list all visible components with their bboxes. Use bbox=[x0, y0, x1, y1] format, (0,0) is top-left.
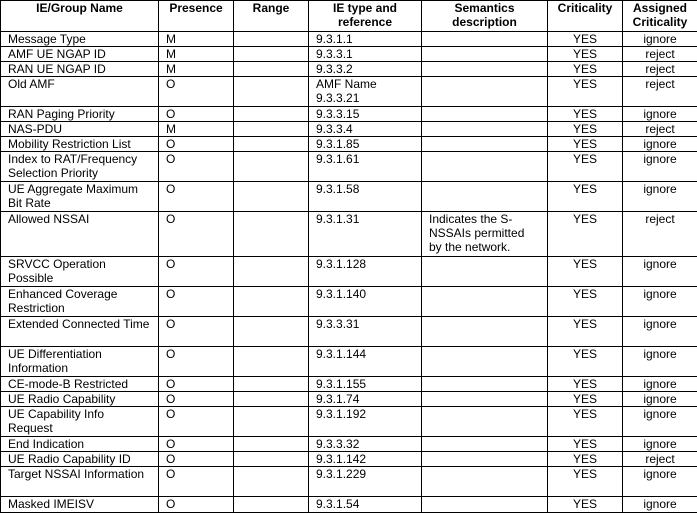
cell-ie-type: 9.3.1.128 bbox=[309, 257, 422, 287]
table-row bbox=[1, 62, 697, 77]
cell-assigned-criticality: ignore bbox=[623, 32, 697, 47]
table-row bbox=[1, 137, 697, 152]
cell-semantics bbox=[422, 122, 548, 137]
table-body bbox=[1, 32, 697, 513]
cell-ie-name: Enhanced Coverage Restriction bbox=[1, 287, 159, 317]
cell-criticality: YES bbox=[548, 437, 623, 452]
cell-range bbox=[234, 392, 309, 407]
cell-range bbox=[234, 182, 309, 212]
cell-presence: O bbox=[159, 212, 234, 257]
cell-presence: O bbox=[159, 377, 234, 392]
cell-ie-name: UE Capability Info Request bbox=[1, 407, 159, 437]
cell-ie-type: 9.3.3.2 bbox=[309, 62, 422, 77]
cell-ie-type: 9.3.1.31 bbox=[309, 212, 422, 257]
cell-ie-type: 9.3.1.229 bbox=[309, 467, 422, 497]
cell-presence: O bbox=[159, 497, 234, 513]
cell-range bbox=[234, 287, 309, 317]
cell-range bbox=[234, 407, 309, 437]
cell-presence: O bbox=[159, 182, 234, 212]
cell-presence: O bbox=[159, 452, 234, 467]
cell-ie-name: UE Radio Capability ID bbox=[1, 452, 159, 467]
cell-ie-type: 9.3.1.85 bbox=[309, 137, 422, 152]
table-row bbox=[1, 317, 697, 347]
cell-ie-name: Allowed NSSAI bbox=[1, 212, 159, 257]
cell-criticality: YES bbox=[548, 107, 623, 122]
cell-range bbox=[234, 32, 309, 47]
cell-ie-type: 9.3.1.58 bbox=[309, 182, 422, 212]
cell-ie-type: AMF Name 9.3.3.21 bbox=[309, 77, 422, 107]
cell-assigned-criticality: reject bbox=[623, 77, 697, 107]
cell-ie-type: 9.3.1.155 bbox=[309, 377, 422, 392]
cell-criticality: YES bbox=[548, 137, 623, 152]
cell-ie-type: 9.3.1.140 bbox=[309, 287, 422, 317]
cell-ie-name: Target NSSAI Information bbox=[1, 467, 159, 497]
table-row bbox=[1, 392, 697, 407]
cell-ie-name: Masked IMEISV bbox=[1, 497, 159, 513]
cell-range bbox=[234, 377, 309, 392]
cell-presence: M bbox=[159, 32, 234, 47]
cell-ie-name: UE Differentiation Information bbox=[1, 347, 159, 377]
cell-criticality: YES bbox=[548, 452, 623, 467]
cell-range bbox=[234, 77, 309, 107]
cell-semantics bbox=[422, 467, 548, 497]
table-row bbox=[1, 107, 697, 122]
cell-criticality: YES bbox=[548, 122, 623, 137]
cell-assigned-criticality: ignore bbox=[623, 317, 697, 347]
cell-presence: M bbox=[159, 47, 234, 62]
cell-ie-name: End Indication bbox=[1, 437, 159, 452]
cell-ie-type: 9.3.1.61 bbox=[309, 152, 422, 182]
cell-ie-type: 9.3.3.15 bbox=[309, 107, 422, 122]
table-row bbox=[1, 437, 697, 452]
cell-criticality: YES bbox=[548, 392, 623, 407]
table-row bbox=[1, 212, 697, 257]
cell-ie-type: 9.3.3.1 bbox=[309, 47, 422, 62]
cell-ie-name: Old AMF bbox=[1, 77, 159, 107]
cell-range bbox=[234, 137, 309, 152]
cell-ie-name: Mobility Restriction List bbox=[1, 137, 159, 152]
cell-presence: O bbox=[159, 347, 234, 377]
cell-range bbox=[234, 467, 309, 497]
cell-ie-name: Index to RAT/Frequency Selection Priority bbox=[1, 152, 159, 182]
cell-ie-name: RAN UE NGAP ID bbox=[1, 62, 159, 77]
cell-range bbox=[234, 47, 309, 62]
header-criticality: Criticality bbox=[548, 1, 623, 32]
cell-assigned-criticality: ignore bbox=[623, 152, 697, 182]
cell-assigned-criticality: reject bbox=[623, 452, 697, 467]
cell-ie-name: CE-mode-B Restricted bbox=[1, 377, 159, 392]
cell-presence: O bbox=[159, 137, 234, 152]
cell-semantics bbox=[422, 452, 548, 467]
cell-range bbox=[234, 122, 309, 137]
cell-criticality: YES bbox=[548, 467, 623, 497]
cell-criticality: YES bbox=[548, 32, 623, 47]
cell-range bbox=[234, 107, 309, 122]
cell-assigned-criticality: ignore bbox=[623, 407, 697, 437]
cell-range bbox=[234, 347, 309, 377]
cell-presence: O bbox=[159, 107, 234, 122]
cell-assigned-criticality: ignore bbox=[623, 287, 697, 317]
cell-semantics bbox=[422, 137, 548, 152]
cell-ie-name: NAS-PDU bbox=[1, 122, 159, 137]
table-row bbox=[1, 182, 697, 212]
cell-presence: O bbox=[159, 257, 234, 287]
cell-presence: M bbox=[159, 122, 234, 137]
cell-range bbox=[234, 317, 309, 347]
table-row bbox=[1, 497, 697, 513]
cell-criticality: YES bbox=[548, 77, 623, 107]
cell-range bbox=[234, 212, 309, 257]
cell-range bbox=[234, 152, 309, 182]
cell-criticality: YES bbox=[548, 152, 623, 182]
cell-assigned-criticality: ignore bbox=[623, 182, 697, 212]
cell-range bbox=[234, 62, 309, 77]
cell-range bbox=[234, 437, 309, 452]
cell-criticality: YES bbox=[548, 182, 623, 212]
header-assigned-criticality: Assigned Criticality bbox=[623, 1, 697, 32]
cell-semantics bbox=[422, 347, 548, 377]
table-row bbox=[1, 377, 697, 392]
cell-semantics bbox=[422, 497, 548, 513]
table-row bbox=[1, 257, 697, 287]
table-row bbox=[1, 152, 697, 182]
cell-ie-name: SRVCC Operation Possible bbox=[1, 257, 159, 287]
cell-assigned-criticality: ignore bbox=[623, 107, 697, 122]
cell-ie-type: 9.3.3.4 bbox=[309, 122, 422, 137]
cell-criticality: YES bbox=[548, 47, 623, 62]
cell-semantics: Indicates the S-NSSAIs permitted by the network. bbox=[422, 212, 548, 257]
cell-ie-name: Extended Connected Time bbox=[1, 317, 159, 347]
cell-criticality: YES bbox=[548, 212, 623, 257]
cell-semantics bbox=[422, 377, 548, 392]
cell-assigned-criticality: ignore bbox=[623, 257, 697, 287]
cell-presence: O bbox=[159, 287, 234, 317]
cell-assigned-criticality: reject bbox=[623, 47, 697, 62]
table-header bbox=[1, 1, 697, 32]
cell-semantics bbox=[422, 32, 548, 47]
cell-assigned-criticality: ignore bbox=[623, 392, 697, 407]
cell-ie-name: Message Type bbox=[1, 32, 159, 47]
header-presence: Presence bbox=[159, 1, 234, 32]
table-row bbox=[1, 287, 697, 317]
table-row bbox=[1, 467, 697, 497]
cell-semantics bbox=[422, 257, 548, 287]
cell-ie-type: 9.3.1.1 bbox=[309, 32, 422, 47]
cell-ie-name: AMF UE NGAP ID bbox=[1, 47, 159, 62]
table-row bbox=[1, 77, 697, 107]
table-row bbox=[1, 407, 697, 437]
cell-ie-name: RAN Paging Priority bbox=[1, 107, 159, 122]
table-row bbox=[1, 122, 697, 137]
cell-semantics bbox=[422, 392, 548, 407]
cell-assigned-criticality: ignore bbox=[623, 497, 697, 513]
cell-criticality: YES bbox=[548, 377, 623, 392]
cell-ie-type: 9.3.1.142 bbox=[309, 452, 422, 467]
cell-ie-type: 9.3.1.144 bbox=[309, 347, 422, 377]
cell-ie-type: 9.3.1.192 bbox=[309, 407, 422, 437]
cell-semantics bbox=[422, 287, 548, 317]
header-ie-group-name: IE/Group Name bbox=[1, 1, 159, 32]
table-row bbox=[1, 32, 697, 47]
cell-presence: O bbox=[159, 467, 234, 497]
cell-presence: O bbox=[159, 152, 234, 182]
cell-assigned-criticality: reject bbox=[623, 62, 697, 77]
cell-criticality: YES bbox=[548, 257, 623, 287]
cell-criticality: YES bbox=[548, 287, 623, 317]
cell-semantics bbox=[422, 182, 548, 212]
cell-presence: O bbox=[159, 77, 234, 107]
cell-semantics bbox=[422, 317, 548, 347]
cell-presence: O bbox=[159, 392, 234, 407]
cell-assigned-criticality: ignore bbox=[623, 137, 697, 152]
cell-ie-type: 9.3.1.74 bbox=[309, 392, 422, 407]
cell-assigned-criticality: ignore bbox=[623, 377, 697, 392]
cell-range bbox=[234, 257, 309, 287]
cell-presence: O bbox=[159, 437, 234, 452]
cell-range bbox=[234, 452, 309, 467]
header-semantics: Semantics description bbox=[422, 1, 548, 32]
cell-presence: O bbox=[159, 317, 234, 347]
cell-assigned-criticality: ignore bbox=[623, 347, 697, 377]
cell-semantics bbox=[422, 107, 548, 122]
cell-presence: M bbox=[159, 62, 234, 77]
header-row bbox=[1, 1, 697, 32]
cell-assigned-criticality: reject bbox=[623, 122, 697, 137]
table-row bbox=[1, 452, 697, 467]
cell-ie-type: 9.3.3.31 bbox=[309, 317, 422, 347]
cell-criticality: YES bbox=[548, 497, 623, 513]
cell-criticality: YES bbox=[548, 317, 623, 347]
cell-semantics bbox=[422, 407, 548, 437]
cell-presence: O bbox=[159, 407, 234, 437]
cell-criticality: YES bbox=[548, 407, 623, 437]
cell-semantics bbox=[422, 62, 548, 77]
cell-assigned-criticality: ignore bbox=[623, 437, 697, 452]
cell-assigned-criticality: reject bbox=[623, 212, 697, 257]
cell-criticality: YES bbox=[548, 347, 623, 377]
cell-semantics bbox=[422, 77, 548, 107]
cell-ie-type: 9.3.3.32 bbox=[309, 437, 422, 452]
cell-ie-name: UE Radio Capability bbox=[1, 392, 159, 407]
cell-criticality: YES bbox=[548, 62, 623, 77]
table-row bbox=[1, 47, 697, 62]
cell-assigned-criticality: ignore bbox=[623, 467, 697, 497]
cell-semantics bbox=[422, 437, 548, 452]
header-range: Range bbox=[234, 1, 309, 32]
cell-ie-name: UE Aggregate Maximum Bit Rate bbox=[1, 182, 159, 212]
table-row bbox=[1, 347, 697, 377]
cell-range bbox=[234, 497, 309, 513]
cell-ie-type: 9.3.1.54 bbox=[309, 497, 422, 513]
header-ie-type: IE type and reference bbox=[309, 1, 422, 32]
cell-semantics bbox=[422, 47, 548, 62]
cell-semantics bbox=[422, 152, 548, 182]
